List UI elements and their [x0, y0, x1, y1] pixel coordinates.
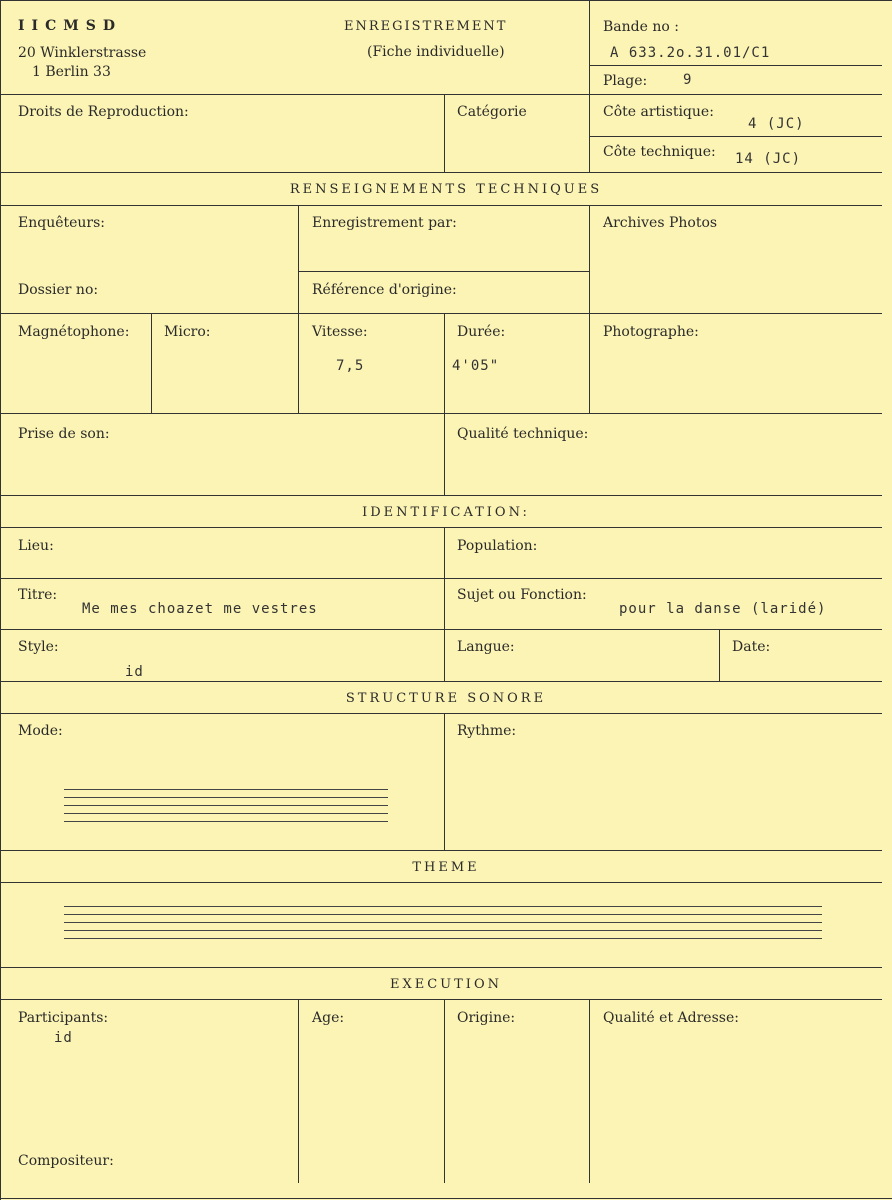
droits-label: Droits de Reproduction:	[18, 104, 189, 120]
divider	[298, 205, 299, 413]
divider	[0, 999, 882, 1000]
divider	[0, 882, 882, 883]
divider	[0, 172, 882, 173]
participants-label: Participants:	[18, 1010, 109, 1026]
age-label: Age:	[312, 1010, 345, 1026]
mode-label: Mode:	[18, 723, 63, 739]
categorie-label: Catégorie	[457, 104, 527, 120]
divider	[0, 527, 882, 528]
divider	[0, 713, 882, 714]
section-title-structure: STRUCTURE SONORE	[345, 691, 547, 706]
cote-artistique-label: Côte artistique:	[603, 104, 714, 120]
divider	[589, 0, 590, 172]
divider	[444, 999, 445, 1183]
duree-label: Durée:	[457, 324, 506, 340]
participants-value: id	[54, 1030, 73, 1046]
divider	[444, 527, 445, 681]
divider	[0, 578, 882, 579]
section-title-technical: RENSEIGNEMENTS TECHNIQUES	[289, 182, 603, 197]
duree-value: 4'05"	[452, 358, 500, 374]
sujet-value: pour la danse (laridé)	[619, 601, 827, 617]
divider	[589, 136, 882, 137]
style-value: id	[125, 664, 144, 680]
divider	[444, 94, 445, 172]
border-bottom	[0, 1198, 892, 1199]
enqueteurs-label: Enquêteurs:	[18, 215, 106, 231]
bande-value: A 633.2o.31.01/C1	[610, 45, 771, 61]
address-line-1: 20 Winklerstrasse	[18, 45, 147, 61]
archives-photos-label: Archives Photos	[603, 215, 718, 231]
border-top	[0, 0, 892, 1]
qualite-adresse-label: Qualité et Adresse:	[603, 1010, 739, 1026]
qualite-technique-label: Qualité technique:	[457, 426, 589, 442]
form-subtitle: (Fiche individuelle)	[367, 44, 505, 60]
divider	[0, 629, 882, 630]
plage-value: 9	[683, 72, 693, 88]
divider	[298, 999, 299, 1183]
plage-label: Plage:	[603, 73, 648, 89]
institute-logo: IICMSD	[18, 18, 122, 34]
micro-label: Micro:	[164, 324, 211, 340]
divider	[444, 313, 445, 495]
cote-technique-value: 14 (JC)	[735, 151, 802, 167]
divider	[0, 967, 882, 968]
photographe-label: Photographe:	[603, 324, 699, 340]
divider	[589, 999, 590, 1183]
section-title-identification: IDENTIFICATION:	[362, 505, 530, 520]
compositeur-label: Compositeur:	[18, 1153, 114, 1169]
rythme-label: Rythme:	[457, 723, 517, 739]
divider	[589, 65, 882, 66]
section-title-execution: EXECUTION	[390, 977, 502, 992]
sujet-label: Sujet ou Fonction:	[457, 587, 587, 603]
langue-label: Langue:	[457, 639, 515, 655]
address-line-2: 1 Berlin 33	[32, 64, 111, 80]
magnetophone-label: Magnétophone:	[18, 324, 130, 340]
enregistrement-par-label: Enregistrement par:	[312, 215, 457, 231]
titre-label: Titre:	[18, 587, 58, 603]
mode-music-staff	[64, 789, 388, 829]
divider	[0, 850, 882, 851]
vitesse-value: 7,5	[336, 358, 365, 374]
reference-origine-label: Référence d'origine:	[312, 282, 457, 298]
date-label: Date:	[732, 639, 771, 655]
population-label: Population:	[457, 538, 538, 554]
border-left	[0, 0, 1, 1200]
dossier-label: Dossier no:	[18, 282, 99, 298]
divider	[589, 205, 590, 413]
divider	[719, 629, 720, 681]
style-label: Style:	[18, 639, 59, 655]
vitesse-label: Vitesse:	[312, 324, 368, 340]
divider	[0, 313, 882, 314]
lieu-label: Lieu:	[18, 538, 54, 554]
form-title: ENREGISTREMENT	[344, 19, 508, 34]
prise-de-son-label: Prise de son:	[18, 426, 110, 442]
divider	[298, 271, 589, 272]
bande-label: Bande no :	[603, 19, 679, 35]
divider	[151, 313, 152, 413]
divider	[0, 205, 882, 206]
divider	[444, 713, 445, 850]
divider	[0, 413, 882, 414]
divider	[0, 681, 882, 682]
divider	[0, 495, 882, 496]
section-title-theme: THEME	[412, 860, 480, 875]
cote-technique-label: Côte technique:	[603, 144, 716, 160]
origine-label: Origine:	[457, 1010, 516, 1026]
cote-artistique-value: 4 (JC)	[748, 116, 805, 132]
divider	[0, 94, 882, 95]
titre-value: Me mes choazet me vestres	[82, 601, 318, 617]
theme-music-staff	[64, 906, 822, 946]
